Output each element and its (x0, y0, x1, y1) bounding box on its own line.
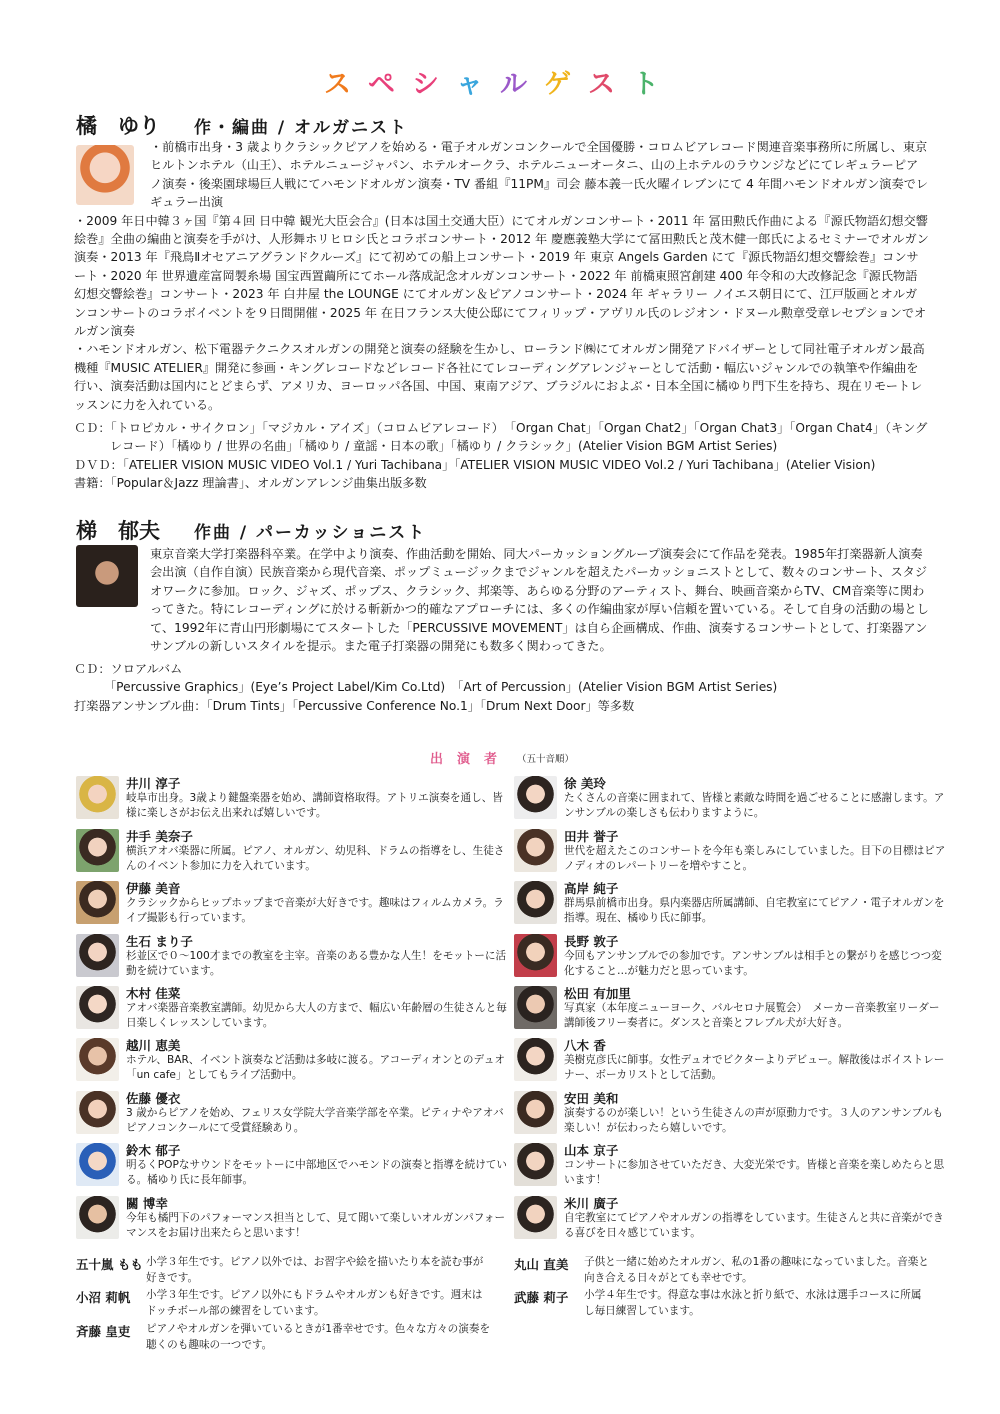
kid-desc: 小学３年生です。ピアノ以外では、お習字や絵を描いたり本を読む事が好きです。 (146, 1256, 484, 1284)
guest-1-bio-activity: ・ハモンドオルガン、松下電器テクニクスオルガンの開発と演奏の経験を生かし、ローランド㈱にてオルガン開発アドバイザーとして同社電子オルガン最高機種『MUSIC ATELIER』開発に参画・キングレコードなどレコード各社にてレコーディングアレンジャーとして活動・幅広いジャンルでの執筆や作編曲を行い、演奏活動は国内にとどまらず、アメリカ、ヨーロッパ各国、中国、東南アジア、ブラジルにおよぶ・日本全国に橘ゆり門下生を持ち、現在リモートレッスンに力を入れている。 (74, 342, 925, 412)
performer-photo (514, 1038, 557, 1081)
title-char: ル (500, 69, 544, 100)
guest-1-name: 橘 ゆり (76, 114, 160, 138)
performer-card (514, 1038, 944, 1088)
kid-desc: ピアノやオルガンを弾いているときが1番幸せです。色々な方々の演奏を聴くのも趣味の一つです。 (146, 1323, 491, 1351)
guest-1-books: 書籍：「Popular＆Jazz 理論書」、オルガンアレンジ曲集出版多数 (74, 476, 427, 491)
guest-2-name: 梯 郁夫 (76, 519, 160, 543)
performer-name: 徐 美玲 (564, 776, 606, 791)
guest-2-bio-text: 東京音楽大学打楽器科卒業。在学中より演奏、作曲活動を開始、同大パーカッショングループ演奏会にて作品を発表。1985年打楽器新人演奏会出演（自作自演）民族音楽から現代音楽、ポップミュージックまでジャンルを超えたパーカッショニストとして、数々のコンサート、スタジオワークに参加。ロック、ジャズ、ポップス、クラシック、邦楽等、あらゆる分野のアーティスト、舞台、映画音楽からTV、CM音楽等に関わってきた。特にレコーディングに於ける斬新かつ的確なアプローチには、多くの作編曲家が厚い信頼を置いている。そして自身の活動の場として、1992年に青山円形劇場にてスタートした「PERCUSSIVE MOVEMENT」は自ら企画構成、作曲、演奏するコンサートとして、打楽器アンサンブルの新しいスタイルを提示。また電子打楽器の開発にも数多く関わってきた。 (150, 547, 929, 654)
title-char: ス (588, 69, 632, 100)
guest-2-bio (74, 545, 929, 655)
guest-1-bio-career: ・2009 年日中韓３ヶ国『第４回 日中韓 観光大臣会合』(日本は国土交通大臣）にてオルガンコンサート・2011 年 冨田勲氏作曲による『源氏物語幻想交響絵巻』全曲の編曲と演奏を手がけ、人形舞ホリヒロシ氏とコラボコンサート・2012 年 慶應義塾大学にて冨田勲氏と茂木健一郎氏によるセミナーでオルガン演奏・2013 年『飛鳥Ⅱオセアニアグランドクルーズ』にて初めての船上コンサート・2019 年 東京 Angels Garden にて『源氏物語幻想交響絵巻』コンサート・2020 年 世界遺産富岡製糸場 国宝西置繭所にてホール落成記念オルガンコンサート・2022 年 前橋東照宮創建 400 年令和の大改修記念『源氏物語幻想交響絵巻』コンサート・2023 年 白井屋 the LOUNGE にてオルガン＆ピアノコンサート・2024 年 ギャラリー ノイエス朝日にて、江戸版画とオルガンコンサートのコラボイベントを９日間開催・2025 年 在日フランス大使公邸にてフィリップ・アヴリル氏のレジオン・ドヌール勲章受章レセプションでオルガン演奏 (74, 213, 929, 339)
performer-name: 井川 淳子 (126, 776, 181, 791)
performer-desc: コンサートに参加させていただき、大変光栄です。皆様と音楽を楽しめたらと思います！ (564, 1159, 945, 1186)
performer-photo (76, 1143, 119, 1186)
guest-1-role: 作・編曲 / オルガニスト (194, 118, 409, 138)
performer-name: 米川 廣子 (564, 1196, 619, 1211)
performer-desc: 今年も橘門下のパフォーマンス担当として、見て聞いて楽しいオルガンパフォーマンスをお届け出来たらと思います！ (126, 1212, 506, 1239)
performer-photo (76, 1038, 119, 1081)
performer-desc: アオバ楽器音楽教室講師。幼児から大人の方まで、幅広い年齢層の生徒さんと毎日楽しくレッスンしています。 (126, 1002, 507, 1029)
performer-card (76, 1091, 506, 1141)
title-char: ャ (456, 69, 500, 100)
performers-order-note: （五十音順） (517, 754, 575, 765)
performer-desc: 写真家（本年度ニューヨーク、バルセロナ展覧会） メーカー音楽教室リーダー講師後フリー奏者に。ダンスと音楽とフレブル犬が大好き。 (564, 1002, 940, 1029)
guest-1-discography (74, 419, 934, 493)
performer-photo (514, 1196, 557, 1239)
kid-desc: 小学４年生です。得意な事は水泳と折り紙で、水泳は選手コースに所属し毎日練習しています。 (584, 1289, 922, 1317)
performer-name: 伊藤 美音 (126, 881, 181, 896)
performer-photo (514, 1091, 557, 1134)
title-char: ゲ (544, 69, 588, 100)
performer-name: 越川 恵美 (126, 1038, 181, 1053)
performer-desc: ホテル、BAR、イベント演奏など活動は多岐に渡る。アコーディオンとのデュオ「un cafe」としてもライブ活動中。 (126, 1054, 505, 1081)
performer-name: 關 博幸 (126, 1196, 168, 1211)
performer-card (514, 986, 944, 1036)
performer-name: 生石 まり子 (126, 934, 193, 949)
guest-1-cd-line2: レコード）「橘ゆり / 世界の名曲」「橘ゆり / 童謡・日本の歌」「橘ゆり / クラシック」(Atelier Vision BGM Artist Series) (110, 439, 778, 454)
guest-2-heading (76, 515, 426, 545)
performer-desc: 3 歳からピアノを始め、フェリス女学院大学音楽学部を卒業。ピティナやアオバピアノコンクールにて受賞経験あり。 (126, 1107, 504, 1134)
kid-name: 斉藤 皇吏 (76, 1324, 131, 1339)
kid-name: 武藤 莉子 (514, 1290, 569, 1305)
performer-name: 山本 京子 (564, 1143, 619, 1158)
performer-card (514, 1091, 944, 1141)
guest-2-discography (74, 660, 934, 715)
performer-photo (514, 986, 557, 1029)
guest-1-heading (76, 110, 408, 140)
performer-card (76, 1143, 506, 1193)
performer-card (514, 776, 944, 826)
kid-name: 丸山 直美 (514, 1257, 569, 1272)
special-guest-title (0, 62, 1000, 101)
kid-name: 小沼 莉帆 (76, 1290, 131, 1305)
performer-card (514, 1196, 944, 1246)
performer-desc: たくさんの音楽に囲まれて、皆様と素敵な時間を過ごせることに感謝します。アンサンブルの楽しさも伝わりますように。 (564, 792, 945, 819)
performer-photo (514, 881, 557, 924)
performer-card (76, 1038, 506, 1088)
performer-photo (514, 776, 557, 819)
performer-desc: 演奏するのが楽しい！という生徒さんの声が原動力です。３人のアンサンブルも楽しい！が伝わったら嬉しいです。 (564, 1107, 944, 1134)
performer-photo (76, 1091, 119, 1134)
performer-desc: 岐阜市出身。3歳より鍵盤楽器を始め、講師資格取得。アトリエ演奏を通し、皆様に楽しさがお伝え出来れば嬉しいです。 (126, 792, 503, 819)
performer-name: 木村 佳菜 (126, 986, 181, 1001)
performer-name: 安田 美和 (564, 1091, 619, 1106)
guest-1-cd-line1: ＣＤ：「トロピカル・サイクロン」「マジカル・アイズ」（コロムビアレコード） 「Organ Chat」「Organ Chat2」「Organ Chat3」「Organ Chat4」（キング (74, 421, 928, 435)
performer-photo (76, 776, 119, 819)
performer-card (76, 934, 506, 984)
guest-2-role: 作曲 / パーカッショニスト (194, 523, 427, 543)
performer-name: 井手 美奈子 (126, 829, 193, 844)
performer-name: 長野 敦子 (564, 934, 619, 949)
guest-1-dvd: ＤＶＤ：「ATELIER VISION MUSIC VIDEO Vol.1 / Yuri Tachibana」「ATELIER VISION MUSIC VIDEO Vol.2 / Yuri Tachibana」(Atelier Vision) (74, 457, 876, 472)
performer-name: 田井 誉子 (564, 829, 619, 844)
performer-desc: 今回もアンサンブルでの参加です。アンサンブルは相手との繋がりを感じつつ変化すること…が魅力だと思っています。 (564, 950, 942, 977)
performer-name: 佐藤 優衣 (126, 1091, 181, 1106)
performer-card (76, 1196, 506, 1246)
performer-name: 鈴木 郁子 (126, 1143, 181, 1158)
title-char: シ (412, 69, 456, 100)
kid-desc: 子供と一緒に始めたオルガン、私の1番の趣味になっていました。音楽と向き合える日々がとても幸せです。 (584, 1256, 929, 1284)
performer-card (76, 776, 506, 826)
performer-desc: 横浜アオバ楽器に所属。ピアノ、オルガン、幼児科、ドラムの指導をし、生徒さんのイベント参加に力を入れています。 (126, 845, 505, 872)
performer-card (76, 829, 506, 879)
performers-title: 出演者 (430, 752, 512, 767)
performer-desc: 美樹克彦氏に師事。女性デュオでビクターよりデビュー。解散後はボイストレーナー、ボーカリストとして活動。 (564, 1054, 945, 1081)
performer-photo (76, 934, 119, 977)
performer-desc: 群馬県前橋市出身。県内楽器店所属講師、自宅教室にてピアノ・電子オルガンを指導。現在、橘ゆり氏に師事。 (564, 897, 945, 924)
performer-name: 高岸 純子 (564, 881, 619, 896)
performer-card (514, 829, 944, 879)
performer-card (514, 881, 944, 931)
title-char: ス (324, 69, 368, 100)
performer-photo (76, 829, 119, 872)
performer-desc: 明るくPOPなサウンドをモットーに中部地区でハモンドの演奏と指導を続けている。橘ゆり氏に長年師事。 (126, 1159, 507, 1186)
performer-desc: 杉並区で０〜100才までの教室を主宰。音楽のある豊かな人生！をモットーに活動を続けています。 (126, 950, 507, 977)
kid-desc: 小学３年生です。ピアノ以外にもドラムやオルガンも好きです。週末はドッチボール部の練習をしています。 (146, 1289, 483, 1317)
guest-2-ensemble: 打楽器アンサンブル曲：「Drum Tints」「Percussive Conference No.1」「Drum Next Door」等多数 (74, 698, 635, 713)
performer-name: 八木 香 (564, 1038, 606, 1053)
guest-1-bio (74, 138, 929, 414)
performer-photo (514, 829, 557, 872)
guest-2-cd-line2: 「Percussive Graphics」(Eye’s Project Label/Kim Co.Ltd) 「Art of Percussion」(Atelier Vision BGM Artist Series) (104, 680, 778, 695)
performer-photo (514, 934, 557, 977)
performer-desc: 世代を超えたこのコンサートを今年も楽しみにしていました。目下の目標はピアノディオのレパートリーを増やすこと。 (564, 845, 946, 872)
performer-photo (76, 881, 119, 924)
guest-2-cd-line1: ＣＤ：ソロアルバム (74, 662, 183, 676)
performer-card (76, 881, 506, 931)
performer-photo (514, 1143, 557, 1186)
performer-desc: クラシックからヒップホップまで音楽が大好きです。趣味はフィルムカメラ。ライブ撮影も行っています。 (126, 897, 504, 924)
performer-card (76, 986, 506, 1036)
performer-desc: 自宅教室にてピアノやオルガンの指導をしています。生徒さんと共に音楽ができる喜びを日々感じています。 (564, 1212, 944, 1239)
performer-card (514, 934, 944, 984)
performer-photo (76, 1196, 119, 1239)
title-char: ト (632, 69, 676, 100)
performer-card (514, 1143, 944, 1193)
performer-photo (76, 986, 119, 1029)
title-char: ペ (368, 69, 412, 100)
performer-name: 松田 有加里 (564, 986, 631, 1001)
guest-1-bio-intro: ・前橋市出身・3 歳よりクラシックピアノを始める・電子オルガンコンクールで全国優勝・コロムビアレコード関連音楽事務所に所属し、東京ヒルトンホテル（山王）、ホテルニュージャパン、ホテルオークラ、ホテルニューオータニ、山の上ホテルのラウンジなどにてレギュラーピアノ演奏・後楽園球場巨人戦にてハモンドオルガン演奏・TV 番組『11PM』司会 藤本義一氏火曜イレブンにて 4 年間ハモンドオルガン演奏でレギュラー出演 (150, 140, 929, 210)
kid-name: 五十嵐 もも (76, 1257, 143, 1272)
